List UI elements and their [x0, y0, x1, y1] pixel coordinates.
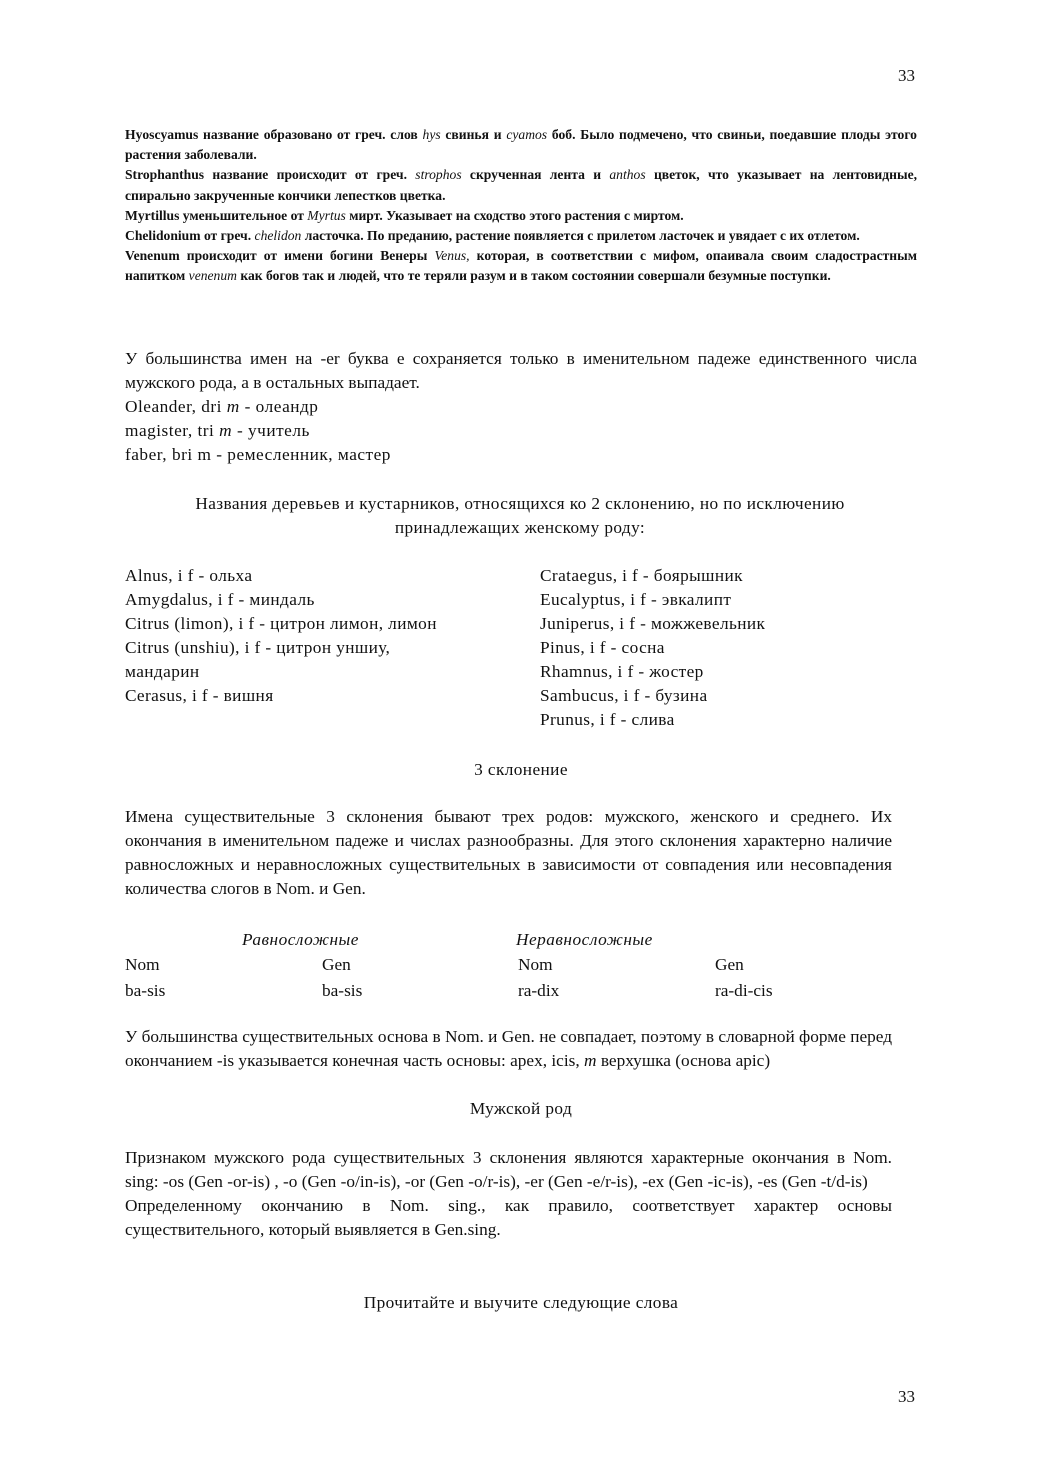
- table-cell: ra-di-cis: [715, 981, 773, 1000]
- table-header-cell: Nom: [125, 955, 160, 974]
- trees-heading: Названия деревьев и кустарников, относящихся ко 2 склонению, но по исключению принадлежащих женскому роду:: [195, 494, 845, 537]
- trees-list-left: [125, 564, 460, 708]
- masculine-heading: Мужской род: [469, 1099, 573, 1118]
- masculine-stem-note: Определенному окончанию в Nom. sing., как правило, соответствует характер основы существительного, который выявляется в Gen.sing.: [125, 1196, 892, 1239]
- read-and-learn-heading: Прочитайте и выучите следующие слова: [363, 1293, 679, 1312]
- er-example: magister, tri m - учитель: [125, 421, 310, 440]
- declension-3-intro: Имена существительные 3 склонения бывают трех родов: мужского, женского и среднего. Их окончания в именительном падеже и числах разнообразны. Для этого склонения характерно наличие равносложных и неравносложных существительных в зависимости от совпадения или несовпадения количества слогов в Nom. и Gen.: [125, 807, 892, 898]
- page-number-bottom: 33: [898, 1387, 915, 1406]
- trees-list-right: [540, 564, 917, 732]
- glossary-entry: Myrtillus уменьшительное от Myrtus мирт. Указывает на сходство этого растения с миртом.: [125, 207, 684, 223]
- table-header-cell: Nom: [518, 955, 553, 974]
- tree-entry: Prunus, i f - слива: [540, 710, 675, 729]
- tree-entry: Cerasus, i f - вишня: [125, 686, 274, 705]
- er-rule-section: [125, 347, 917, 467]
- unequal-syllable-heading: Неравносложные: [516, 930, 653, 949]
- tree-entry: Alnus, i f - ольха: [125, 566, 253, 585]
- glossary-entry: Hyoscyamus название образовано от греч. слов hys свинья и cyamos боб. Было подмечено, что свиньи, поедавшие плоды этого растения заболевали.: [125, 127, 917, 163]
- table-cell: ba-sis: [322, 981, 363, 1000]
- table-header-cell: Gen: [715, 955, 744, 974]
- stem-rule: [125, 1025, 892, 1073]
- tree-entry: Rhamnus, i f - жостер: [540, 662, 704, 681]
- masculine-endings: Признаком мужского рода существительных 3 склонения являются характерные окончания в Nom. sing: -os (Gen -or-is) , -o (Gen -o/in-is), -or (Gen -o/r-is), -er (Gen -e/r-is), -ex (Gen -ic-is), -es (Gen -t/d-is): [125, 1148, 892, 1191]
- er-rule-text: У большинства имен на -er буква е сохраняется только в именительном падеже единственного числа мужского рода, а в остальных выпадает.: [125, 349, 917, 392]
- etymology-glossary: [125, 125, 917, 287]
- page-number-top: 33: [898, 66, 915, 85]
- tree-entry: Crataegus, i f - боярышник: [540, 566, 743, 585]
- tree-entry: Citrus (unshiu), i f - цитрон уншиу, мандарин: [125, 638, 391, 681]
- glossary-entry: Chelidonium от греч. chelidon ласточка. По преданию, растение появляется с прилетом ласточек и увядает с их отлетом.: [125, 228, 860, 244]
- stem-rule-text: У большинства существительных основа в Nom. и Gen. не совпадает, поэтому в словарной форме перед окончанием -is указывается конечная часть основы: apex, icis, m верхушка (основа apic): [125, 1027, 892, 1070]
- tree-entry: Eucalyptus, i f - эвкалипт: [540, 590, 732, 609]
- table-cell: ra-dix: [518, 981, 560, 1000]
- equal-syllable-heading: Равносложные: [242, 930, 359, 949]
- tree-entry: Sambucus, i f - бузина: [540, 686, 708, 705]
- masculine-section: [125, 1146, 892, 1242]
- tree-entry: Amygdalus, i f - миндаль: [125, 590, 315, 609]
- tree-entry: Citrus (limon), i f - цитрон лимон, лимон: [125, 614, 437, 633]
- table-header-cell: Gen: [322, 955, 351, 974]
- er-example: faber, bri m - ремесленник, мастер: [125, 445, 391, 464]
- tree-entry: Pinus, i f - сосна: [540, 638, 665, 657]
- er-example: Oleander, dri m - олеандр: [125, 397, 319, 416]
- glossary-entry: Strophanthus название происходит от греч. strophos скрученная лента и anthos цветок, что указывает на лентовидные, спирально закрученные кончики лепестков цветка.: [125, 167, 918, 203]
- table-cell: ba-sis: [125, 981, 166, 1000]
- glossary-entry: Venenum происходит от имени богини Венеры Venus, которая, в соответствии с мифом, опаивала своим сладострастным напитком venenum как богов так и людей, что те теряли разум и в таком состоянии совершали безумные поступки.: [125, 248, 917, 284]
- tree-entry: Juniperus, i f - можжевельник: [540, 614, 766, 633]
- declension-3-heading: 3 склонение: [474, 760, 568, 779]
